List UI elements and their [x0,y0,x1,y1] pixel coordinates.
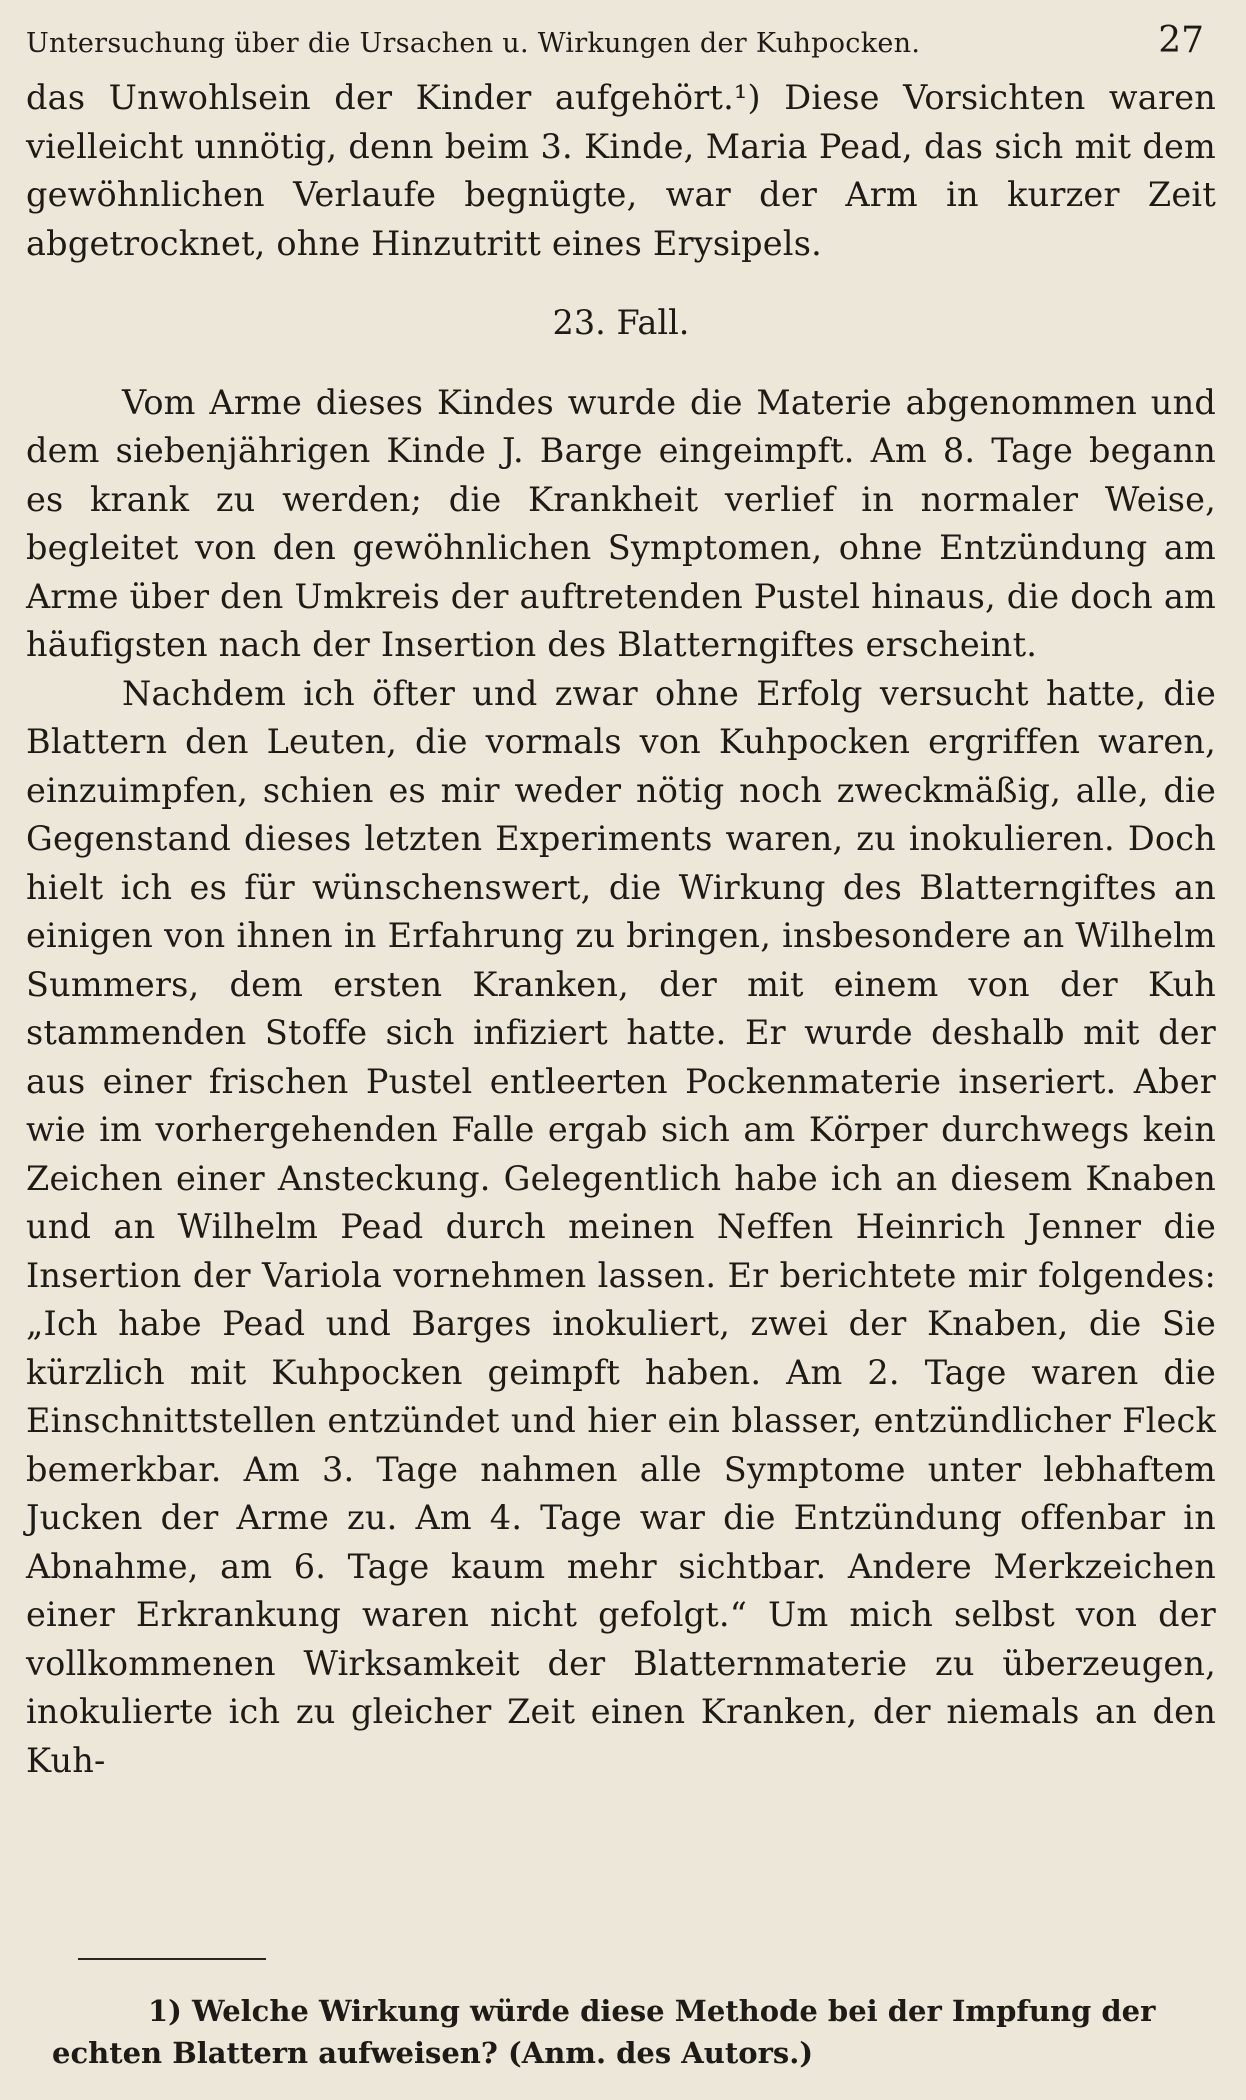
footnote-rule [78,1958,266,1960]
paragraph-inoculation: Nachdem ich öfter und zwar ohne Erfolg versucht hatte, die Blattern den Leuten, die vormals von Kuhpocken ergriffen waren, einzuimpfen, schien es mir weder nötig noch zweckmäßig, alle, die Gegenstand dieses letzten Experiments waren, zu inokulieren. Doch hielt ich es für wünschenswert, die Wirkung des Blatterngiftes an einigen von ihnen in Erfahrung zu bringen, insbesondere an Wilhelm Summers, dem ersten Kranken, der mit einem von der Kuh stammenden Stoffe sich infiziert hatte. Er wurde deshalb mit der aus einer frischen Pustel entleerten Pockenmaterie inseriert. Aber wie im vorhergehenden Falle ergab sich am Körper durchwegs kein Zeichen einer Ansteckung. Gelegentlich habe ich an diesem Knaben und an Wilhelm Pead durch meinen Neffen Heinrich Jenner die Insertion der Variola vornehmen lassen. Er berichtete mir folgendes: „Ich habe Pead und Barges inokuliert, zwei der Knaben, die Sie kürzlich mit Kuhpocken geimpft haben. Am 2. Tage waren die Einschnittstellen entzündet und hier ein blasser, entzündlicher Fleck bemerkbar. Am 3. Tage nahmen alle Symptome unter lebhaftem Jucken der Arme zu. Am 4. Tage war die Entzündung offenbar in Abnahme, am 6. Tage kaum mehr sichtbar. Andere Merkzeichen einer Erkrankung waren nicht gefolgt.“ Um mich selbst von der vollkommenen Wirksamkeit der Blatternmaterie zu überzeugen, inokulierte ich zu gleicher Zeit einen Kranken, der niemals an den Kuh- [26,673,1216,1780]
page-number: 27 [1158,20,1204,61]
footnote-line-1: 1) Welche Wirkung würde diese Methode bei der Impfung der [148,1994,1156,2028]
page-header [26,20,1216,74]
paragraph-case-23: Vom Arme dieses Kindes wurde die Materie abgenommen und dem siebenjährigen Kinde J. Barge eingeimpft. Am 8. Tage begann es krank zu werden; die Krankheit verlief in normaler Weise, begleitet von den gewöhnlichen Symptomen, ohne Entzündung am Arme über den Umkreis der auftretenden Pustel hinaus, die doch am häufigsten nach der Insertion des Blatterngiftes erscheint. [26,382,1216,664]
footnote [52,1990,1222,2074]
paragraph-continuation: das Unwohlsein der Kinder aufgehört.¹) Diese Vorsichten waren vielleicht unnötig, denn beim 3. Kinde, Maria Pead, das sich mit dem gewöhnlichen Verlaufe begnügte, war der Arm in kurzer Zeit abgetrocknet, ohne Hinzutritt eines Erysipels. [26,78,1216,263]
running-title: Untersuchung über die Ursachen u. Wirkungen der Kuhpocken. [26,28,921,59]
body-text [26,74,1216,1785]
case-heading: 23. Fall. [552,303,690,342]
footnote-line-2: echten Blattern aufweisen? (Anm. des Autors.) [52,2036,814,2070]
